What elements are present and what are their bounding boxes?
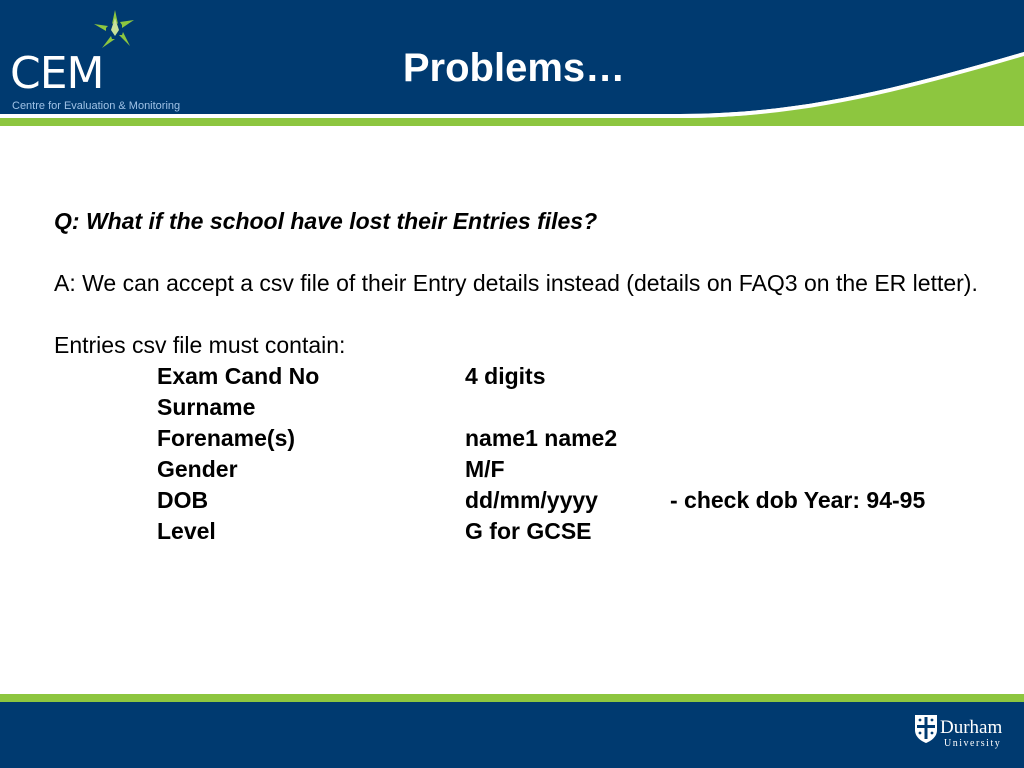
field-name: Forename(s) bbox=[157, 425, 296, 451]
field-name: Gender bbox=[157, 456, 238, 482]
field-note: - check dob Year: 94-95 bbox=[670, 487, 926, 513]
field-format: dd/mm/yyyy bbox=[465, 487, 598, 513]
field-row bbox=[54, 392, 984, 423]
field-format: M/F bbox=[465, 456, 505, 482]
field-row bbox=[54, 423, 984, 454]
logo-tagline: Centre for Evaluation & Monitoring bbox=[12, 100, 181, 112]
field-row bbox=[54, 485, 984, 516]
field-format: 4 digits bbox=[465, 363, 546, 389]
field-name: DOB bbox=[157, 487, 209, 513]
footer-band bbox=[0, 702, 1024, 768]
durham-university-logo bbox=[914, 712, 1014, 756]
field-name: Surname bbox=[157, 394, 256, 420]
slide-title: Problems… bbox=[402, 46, 626, 90]
slide-header bbox=[0, 0, 1024, 126]
answer-text: A: We can accept a csv file of their Entry details instead (details on FAQ3 on the ER letter). bbox=[54, 270, 978, 296]
entries-intro: Entries csv file must contain: bbox=[54, 332, 346, 358]
field-row bbox=[54, 516, 984, 547]
university-name: Durham bbox=[940, 717, 1003, 738]
field-name: Exam Cand No bbox=[157, 363, 320, 389]
footer-accent-bar bbox=[0, 694, 1024, 702]
spacer bbox=[54, 299, 984, 330]
field-row bbox=[54, 454, 984, 485]
field-row bbox=[54, 361, 984, 392]
field-format: G for GCSE bbox=[465, 518, 592, 544]
field-format: name1 name2 bbox=[465, 425, 618, 451]
field-format bbox=[465, 392, 670, 423]
question-text: Q: What if the school have lost their Entries files? bbox=[54, 208, 598, 234]
field-name: Level bbox=[157, 518, 216, 544]
logo-text: CEM bbox=[10, 48, 104, 99]
slide-content bbox=[54, 206, 984, 547]
university-subtitle: University bbox=[944, 738, 1002, 749]
crest-icon bbox=[914, 714, 938, 744]
slide-footer bbox=[0, 694, 1024, 768]
spacer bbox=[54, 237, 984, 268]
field-list bbox=[54, 361, 984, 547]
